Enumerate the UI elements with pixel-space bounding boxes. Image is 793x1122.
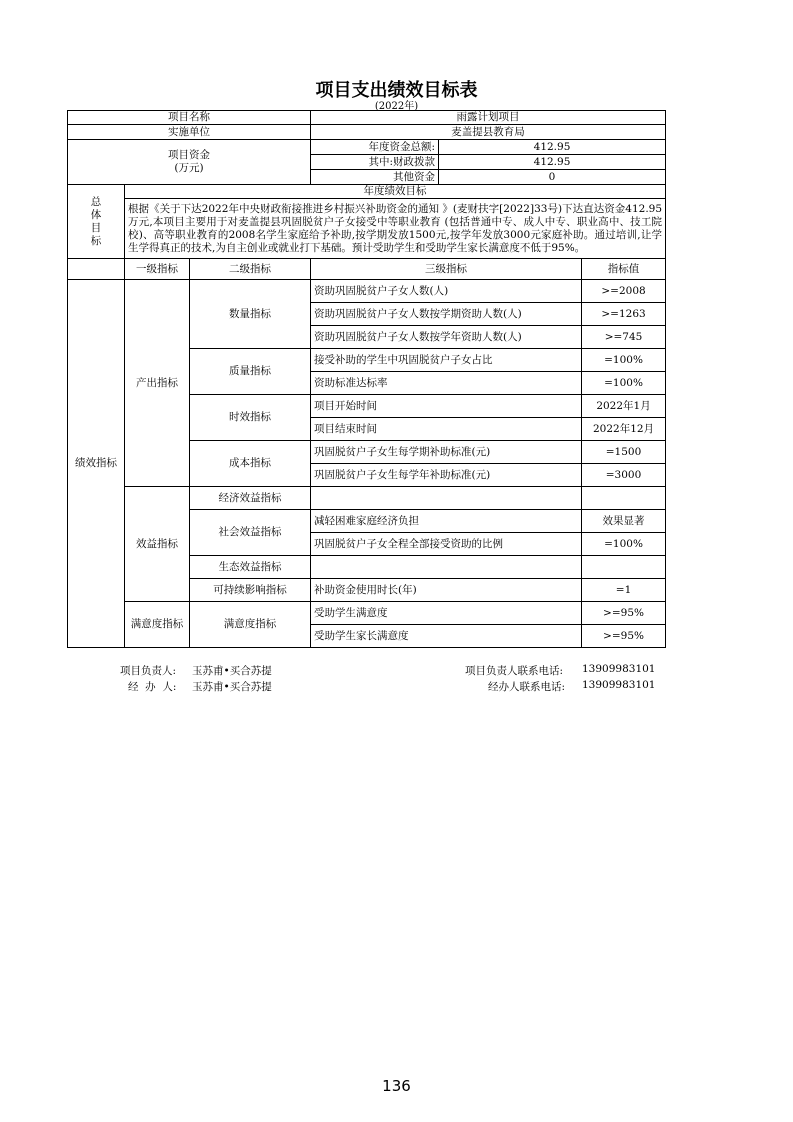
indicator-value-empty <box>582 556 666 579</box>
indicator-value: =100% <box>582 349 666 372</box>
indicator-name: 资助巩固脱贫户子女人数按学年资助人数(人) <box>311 326 582 349</box>
indicator-name: 资助标准达标率 <box>311 372 582 395</box>
l2-economic: 经济效益指标 <box>190 487 311 510</box>
indicator-value-empty <box>582 487 666 510</box>
fund-label-line1: 项目资金 <box>168 149 210 161</box>
page-title: 项目支出绩效目标表 <box>315 80 478 101</box>
handler-name: 玉苏甫•买合苏提 <box>192 681 272 693</box>
l2-social: 社会效益指标 <box>190 510 311 556</box>
indicator-name: 补助资金使用时长(年) <box>311 579 582 602</box>
indicator-value: 2022年1月 <box>582 395 666 418</box>
indicator-value: >=745 <box>582 326 666 349</box>
indicator-value: =100% <box>582 372 666 395</box>
l2-quantity: 数量指标 <box>190 280 311 349</box>
indicator-name: 项目开始时间 <box>311 395 582 418</box>
indicator-value: >=1263 <box>582 303 666 326</box>
indicator-value: =100% <box>582 533 666 556</box>
indicator-name: 资助巩固脱贫户子女人数(人) <box>311 280 582 303</box>
fund-total-label: 年度资金总额: <box>311 140 439 155</box>
indicator-value: >=95% <box>582 602 666 625</box>
indicator-name: 资助巩固脱贫户子女人数按学期资助人数(人) <box>311 303 582 326</box>
project-name-value: 雨露计划项目 <box>311 111 666 125</box>
indicator-name: 接受补助的学生中巩固脱贫户子女占比 <box>311 349 582 372</box>
indicator-name: 受助学生家长满意度 <box>311 625 582 648</box>
l1-output: 产出指标 <box>125 280 190 487</box>
overall-goal-label: 总 体 目 标 <box>68 185 125 259</box>
performance-table <box>67 110 666 648</box>
annual-goal-text: 根据《关于下达2022年中央财政衔接推进乡村振兴补助资金的通知 》(麦财扶字[2022]33号)下达直达资金412.95万元,本项目主要用于对麦盖提县巩固脱贫户子女接受中等职业教育 (包括普通中专、成人中专、职业高中、技工院校)、高等职业教育的2008名学生家庭给予补助,按学期发放1500元,按学年发放3000元家庭补助。通过培训,让学生学得真正的技术,为自主创业或就业打下基础。预计受助学生和受助学生家长满意度不低于95%。 <box>125 199 666 259</box>
l2-cost: 成本指标 <box>190 441 311 487</box>
l2-ecology: 生态效益指标 <box>190 556 311 579</box>
indicator-name: 受助学生满意度 <box>311 602 582 625</box>
fund-total-value: 412.95 <box>439 140 666 155</box>
l1-benefit: 效益指标 <box>125 487 190 602</box>
indicator-value: =1 <box>582 579 666 602</box>
perf-indicator-label: 绩效指标 <box>68 280 125 648</box>
header-blank <box>68 259 125 280</box>
header-value: 指标值 <box>582 259 666 280</box>
fund-other-label: 其他资金 <box>311 170 439 185</box>
l1-satisfaction: 满意度指标 <box>125 602 190 648</box>
fund-fiscal-value: 412.95 <box>439 155 666 170</box>
indicator-name-empty <box>311 556 582 579</box>
l2-time: 时效指标 <box>190 395 311 441</box>
fund-fiscal-label: 其中:财政拨款 <box>311 155 439 170</box>
indicator-value: =1500 <box>582 441 666 464</box>
l2-sustain: 可持续影响指标 <box>190 579 311 602</box>
annual-goal-header: 年度绩效目标 <box>125 185 666 199</box>
leader-label: 项目负责人: <box>120 665 177 677</box>
indicator-name: 巩固脱贫户子女生每学年补助标准(元) <box>311 464 582 487</box>
leader-phone: 13909983101 <box>582 663 656 675</box>
handler-phone: 13909983101 <box>582 679 656 691</box>
unit-value: 麦盖提县教育局 <box>311 125 666 140</box>
header-level3: 三级指标 <box>311 259 582 280</box>
leader-name: 玉苏甫•买合苏提 <box>192 665 272 677</box>
indicator-name-empty <box>311 487 582 510</box>
page-number: 136 <box>382 1077 411 1095</box>
indicator-value: >=2008 <box>582 280 666 303</box>
header-level1: 一级指标 <box>125 259 190 280</box>
indicator-name: 减轻困难家庭经济负担 <box>311 510 582 533</box>
indicator-name: 巩固脱贫户子女生每学期补助标准(元) <box>311 441 582 464</box>
handler-label: 经 办 人: <box>128 681 177 693</box>
header-level2: 二级指标 <box>190 259 311 280</box>
indicator-value: 2022年12月 <box>582 418 666 441</box>
project-name-label: 项目名称 <box>68 111 311 125</box>
indicator-value: 效果显著 <box>582 510 666 533</box>
year-label: (2022年) <box>374 101 419 112</box>
indicator-name: 巩固脱贫户子女全程全部接受资助的比例 <box>311 533 582 556</box>
indicator-value: =3000 <box>582 464 666 487</box>
indicator-name: 项目结束时间 <box>311 418 582 441</box>
l2-satisfaction: 满意度指标 <box>190 602 311 648</box>
l2-quality: 质量指标 <box>190 349 311 395</box>
handler-phone-label: 经办人联系电话: <box>488 681 566 693</box>
fund-other-value: 0 <box>439 170 666 185</box>
indicator-value: >=95% <box>582 625 666 648</box>
fund-label <box>68 140 311 185</box>
fund-label-line2: (万元) <box>174 162 204 174</box>
leader-phone-label: 项目负责人联系电话: <box>465 665 564 677</box>
unit-label: 实施单位 <box>68 125 311 140</box>
